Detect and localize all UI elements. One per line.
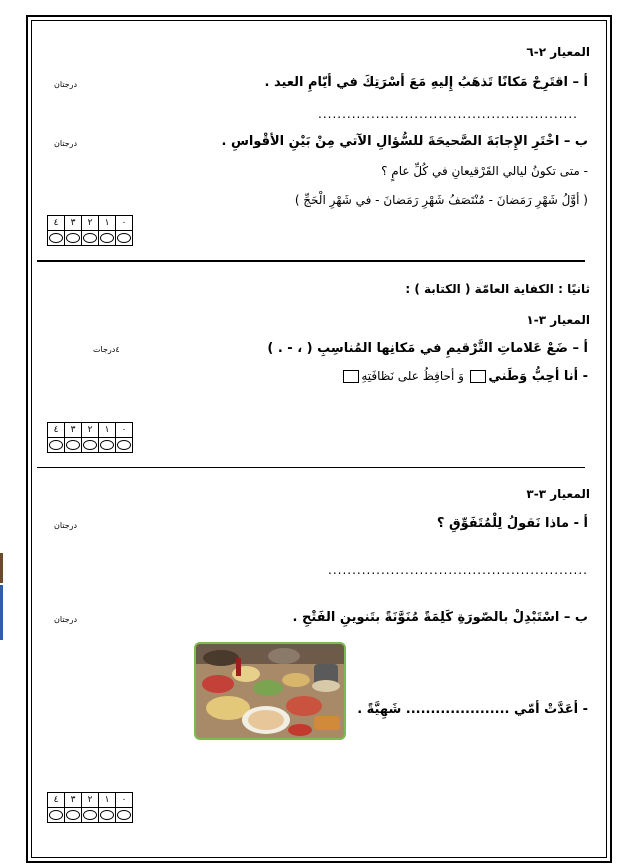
grade-oval-icon [66, 233, 80, 243]
question-3b-sentence: - أعَدَّتْ أمّي ..................... شَهِيَّةً . [357, 702, 588, 717]
sentence-part-1: - أنا أحِبُّ وَطَني [488, 369, 588, 384]
grade-label: ١ [99, 216, 116, 231]
grade-table-2 [47, 422, 133, 453]
grade-bubble[interactable] [99, 438, 116, 453]
answer-line-3a[interactable]: ...................................................... [328, 563, 588, 577]
section-divider-1 [37, 260, 585, 262]
section-divider-2 [37, 467, 585, 468]
grade-label: ٠ [116, 793, 133, 808]
grade-oval-icon [49, 440, 63, 450]
grade-bubble[interactable] [48, 438, 65, 453]
question-3b: ب – اسْتَبْدِلْ بالصّورَةِ كَلِمَةً مُنَوَّنَةً بتَنوينِ الفَتْحِ . [292, 610, 588, 625]
marks-2a: ٤درجات [93, 345, 120, 354]
question-3a: أ - ماذا نَقولُ لِلْمُتَفَوِّقِ ؟ [436, 516, 588, 531]
standard-label-3: المعيار ٣-٣ [526, 487, 590, 501]
marks-3a: درجتان [54, 521, 78, 530]
grade-oval-icon [83, 810, 97, 820]
grade-oval-icon [117, 233, 131, 243]
grade-bubble[interactable] [82, 438, 99, 453]
grade-label: ٠ [116, 423, 133, 438]
grade-label: ٢ [82, 793, 99, 808]
food-buffet-photo [194, 642, 346, 740]
grade-label: ٤ [48, 423, 65, 438]
question-2a-sentence [341, 369, 588, 384]
grade-bubble[interactable] [116, 231, 133, 246]
grade-label: ١ [99, 423, 116, 438]
grade-label: ٢ [82, 423, 99, 438]
grade-oval-icon [83, 233, 97, 243]
grade-bubble[interactable] [65, 231, 82, 246]
section-heading-2: ثانيًا : الكفاية العامّة ( الكتابة ) : [405, 282, 590, 296]
grade-oval-icon [66, 810, 80, 820]
grade-bubble[interactable] [82, 808, 99, 823]
page-edge-mark-blue [0, 585, 3, 640]
marks-1a: درجتان [54, 80, 78, 89]
grade-oval-icon [49, 810, 63, 820]
standard-label-1: المعيار ٢-٦ [526, 45, 590, 59]
grade-oval-icon [83, 440, 97, 450]
grade-bubble[interactable] [99, 231, 116, 246]
punctuation-box-2[interactable] [343, 370, 359, 383]
grade-bubble[interactable] [48, 231, 65, 246]
standard-label-2: المعيار ٣-١ [526, 313, 590, 327]
question-1b: ب – اخْتَرِ الإِجابَةَ الصَّحيحَةَ للسُّؤالِ الآتي مِنْ بَيْنِ الأقْواسِ . [221, 134, 588, 149]
question-2a: أ – ضَعْ عَلاماتِ التَّرْقيمِ في مَكانِها المُناسِبِ ( ، - . ) [267, 341, 588, 356]
grade-oval-icon [117, 810, 131, 820]
grade-oval-icon [66, 440, 80, 450]
punctuation-box-1[interactable] [470, 370, 486, 383]
grade-bubble[interactable] [82, 231, 99, 246]
grade-label: ٢ [82, 216, 99, 231]
grade-bubble[interactable] [48, 808, 65, 823]
food-buffet-illustration [196, 644, 344, 738]
question-1b-prompt: - متى تكونُ ليالي القَرْقيعانِ في كُلِّ عامٍ ؟ [381, 164, 588, 178]
grade-oval-icon [100, 233, 114, 243]
grade-oval-icon [49, 233, 63, 243]
grade-label: ٠ [116, 216, 133, 231]
grade-bubble[interactable] [65, 808, 82, 823]
question-1a: أ – اقتَرِحْ مَكانًا تَذهَبُ إِليهِ مَعَ أسْرَتِكَ في أيّامِ العيد . [264, 75, 588, 90]
grade-label: ٣ [65, 216, 82, 231]
answer-line-1a[interactable]: ...................................................... [318, 107, 578, 121]
grade-bubble[interactable] [116, 808, 133, 823]
grade-oval-icon [100, 810, 114, 820]
grade-oval-icon [100, 440, 114, 450]
grade-table-1 [47, 215, 133, 246]
question-1b-options: ( أوَّلُ شَهْرِ رَمَضانَ - مُنْتَصَفُ شَهْرِ رَمَضانَ - في شَهْرِ الْحَجِّ ) [294, 193, 588, 207]
sentence-part-2: وَ أحافِظُ على نَظافَتِهِ [361, 369, 464, 383]
grade-bubble[interactable] [65, 438, 82, 453]
grade-label: ١ [99, 793, 116, 808]
grade-label: ٤ [48, 216, 65, 231]
grade-label: ٣ [65, 793, 82, 808]
grade-table-3 [47, 792, 133, 823]
grade-label: ٣ [65, 423, 82, 438]
marks-1b: درجتان [54, 139, 78, 148]
grade-label: ٤ [48, 793, 65, 808]
grade-oval-icon [117, 440, 131, 450]
grade-bubble[interactable] [116, 438, 133, 453]
grade-bubble[interactable] [99, 808, 116, 823]
marks-3b: درجتان [54, 615, 78, 624]
page-edge-mark-brown [0, 553, 3, 583]
